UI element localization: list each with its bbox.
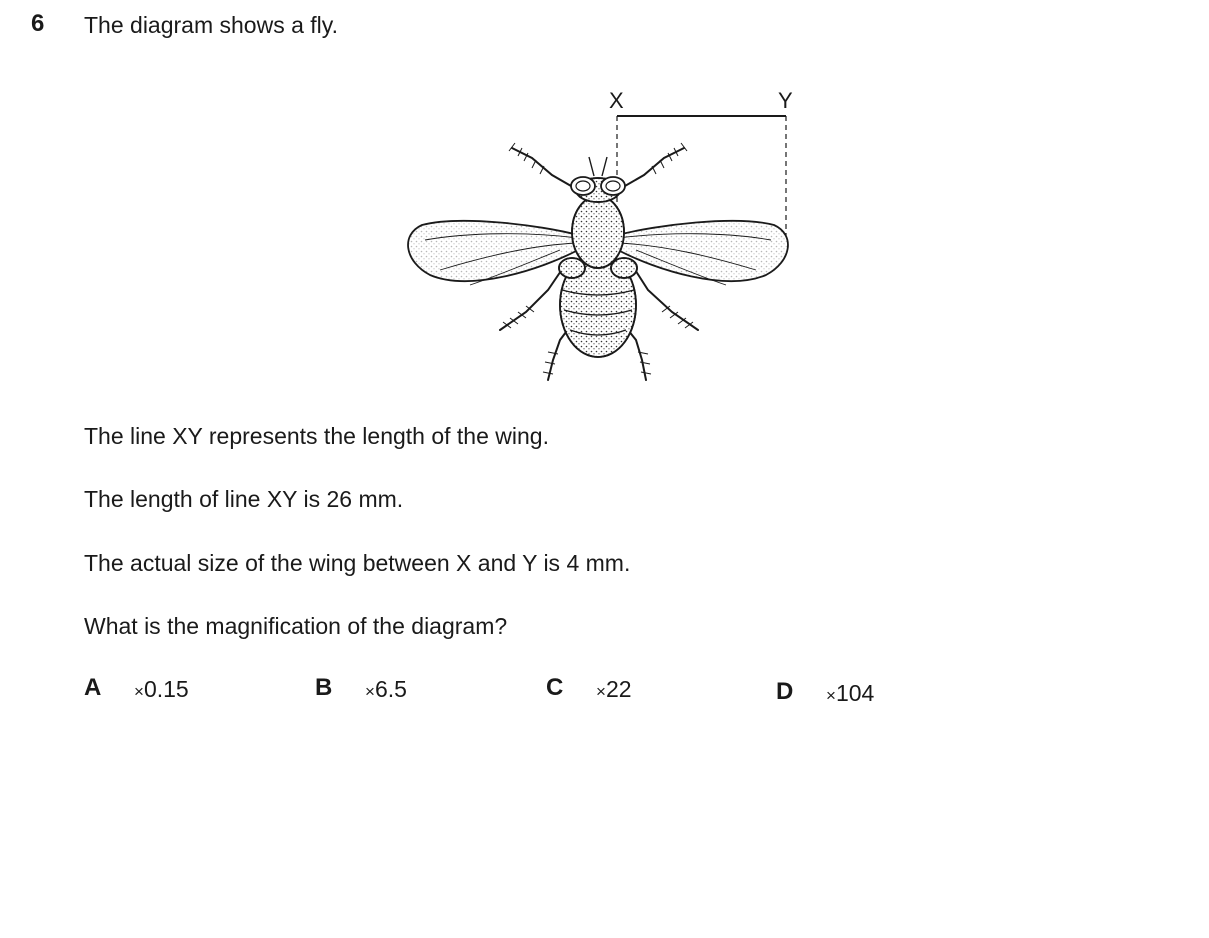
label-x: X [609, 88, 624, 113]
fly-body [559, 157, 637, 357]
question-number: 6 [31, 10, 45, 37]
option-c-letter: C [546, 674, 564, 701]
fly-diagram [395, 80, 815, 400]
question-line-1: The line XY represents the length of the wing. [84, 423, 549, 449]
option-d-letter: D [776, 678, 794, 705]
option-a-letter: A [84, 674, 102, 701]
option-a-value: ×0.15 [134, 676, 189, 702]
question-intro: The diagram shows a fly. [84, 12, 338, 38]
option-c-value: ×22 [596, 676, 632, 702]
question-prompt: What is the magnification of the diagram? [84, 613, 508, 639]
label-y: Y [778, 88, 793, 113]
option-d[interactable] [776, 678, 936, 710]
question-line-2: The length of line XY is 26 mm. [84, 486, 404, 512]
option-b-value: ×6.5 [365, 676, 407, 702]
option-b[interactable] [315, 674, 475, 706]
option-c[interactable] [546, 674, 706, 706]
option-d-value: ×104 [826, 680, 875, 706]
option-a[interactable] [84, 674, 244, 706]
option-b-letter: B [315, 674, 333, 701]
question-line-3: The actual size of the wing between X and Y is 4 mm. [84, 550, 631, 576]
